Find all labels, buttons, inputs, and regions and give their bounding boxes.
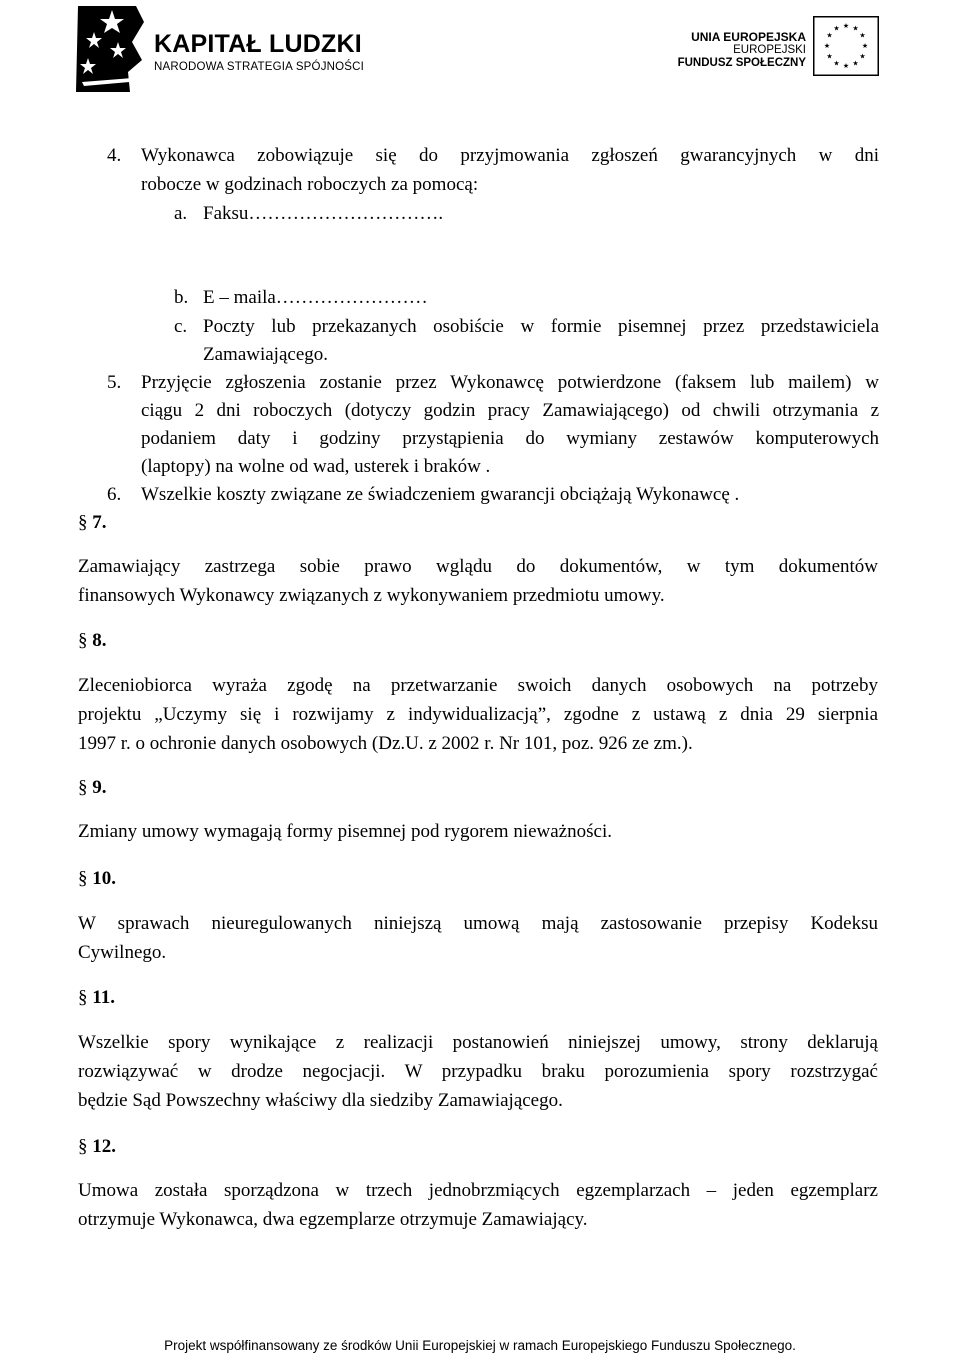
item-5-line1: Przyjęcie zgłoszenia zostanie przez Wykonawcę potwierdzone (faksem lub mailem) w	[141, 372, 879, 393]
item-5-number: 5.	[107, 372, 122, 393]
section-8-line2: projektu „Uczymy się i rozwijamy z indywidualizacją”, zgodne z ustawą z dnia 29 sierpnia	[78, 704, 878, 725]
item-c-line1: Poczty lub przekazanych osobiście w formie pisemnej przez przedstawiciela	[203, 316, 879, 337]
eu-logo-line1: UNIA EUROPEJSKA	[691, 30, 806, 44]
section-11-line1: Wszelkie spory wynikające z realizacji postanowień niniejszej umowy, strony deklarują	[78, 1032, 878, 1053]
section-8-line1: Zleceniobiorca wyraża zgodę na przetwarzanie swoich danych osobowych na potrzeby	[78, 675, 878, 696]
section-12-heading: § 12.	[78, 1136, 116, 1157]
section-12-line2: otrzymuje Wykonawca, dwa egzemplarze otrzymuje Zamawiający.	[78, 1209, 588, 1230]
item-b-text: E – maila……………………	[203, 287, 428, 308]
svg-text:★: ★	[823, 42, 831, 50]
section-8-line3: 1997 r. o ochronie danych osobowych (Dz.U. z 2002 r. Nr 101, poz. 926 ze zm.).	[78, 733, 693, 754]
item-4-number: 4.	[107, 145, 122, 166]
section-11-line3: będzie Sąd Powszechny właściwy dla siedziby Zamawiającego.	[78, 1090, 563, 1111]
svg-text:★: ★	[859, 31, 866, 40]
section-7-heading: § 7.	[78, 512, 107, 533]
section-11-line2: rozwiązywać w drodze negocjacji. W przypadku braku porozumienia spory rozstrzygać	[78, 1061, 878, 1082]
svg-text:★: ★	[826, 31, 833, 40]
item-6-number: 6.	[107, 484, 122, 505]
section-9-heading: § 9.	[78, 777, 107, 798]
footer-note: Projekt współfinansowany ze środków Unii Europejskiej w ramach Europejskiego Funduszu Społecznego.	[164, 1338, 796, 1353]
section-8-heading: § 8.	[78, 630, 107, 651]
item-c-line2: Zamawiającego.	[203, 344, 329, 365]
section-7-line1: Zamawiający zastrzega sobie prawo wglądu do dokumentów, w tym dokumentów	[78, 556, 878, 577]
logo-title: KAPITAŁ LUDZKI	[154, 30, 362, 58]
section-10-line1: W sprawach nieuregulowanych niniejszą umową mają zastosowanie przepisy Kodeksu	[78, 913, 878, 934]
section-10-line2: Cywilnego.	[78, 942, 167, 963]
svg-text:★: ★	[833, 24, 840, 33]
svg-text:★: ★	[852, 59, 859, 68]
section-10-heading: § 10.	[78, 868, 116, 889]
section-11-heading: § 11.	[78, 987, 115, 1008]
svg-text:★: ★	[852, 24, 859, 33]
item-c-label: c.	[174, 316, 188, 337]
svg-text:★: ★	[826, 52, 833, 61]
kapital-ludzki-logo	[72, 2, 372, 94]
section-9-line1: Zmiany umowy wymagają formy pisemnej pod rygorem nieważności.	[78, 821, 612, 842]
item-6-text: Wszelkie koszty związane ze świadczeniem gwarancji obciążają Wykonawcę .	[141, 484, 740, 505]
item-5-line4: (laptopy) na wolne od wad, usterek i braków .	[141, 456, 491, 477]
svg-text:★: ★	[833, 59, 840, 68]
svg-text:★: ★	[861, 42, 869, 50]
svg-text:★: ★	[859, 52, 866, 61]
section-7-line2: finansowych Wykonawcy związanych z wykonywaniem przedmiotu umowy.	[78, 585, 665, 606]
svg-text:★: ★	[842, 22, 850, 30]
kapital-ludzki-emblem-icon	[72, 2, 152, 94]
eu-flag-icon	[813, 16, 879, 76]
item-4-line1: Wykonawca zobowiązuje się do przyjmowania zgłoszeń gwarancyjnych w dni	[141, 145, 879, 166]
item-5-line2: ciągu 2 dni roboczych (dotyczy godzin pracy Zamawiającego) od chwili otrzymania z	[141, 400, 879, 421]
logo-subtitle: NARODOWA STRATEGIA SPÓJNOŚCI	[154, 61, 365, 73]
item-5-line3: podaniem daty i godziny przystąpienia do wymiany zestawów komputerowych	[141, 428, 879, 449]
section-12-line1: Umowa została sporządzona w trzech jednobrzmiących egzemplarzach – jeden egzemplarz	[78, 1180, 878, 1201]
eu-logo	[672, 14, 884, 80]
eu-logo-line2: EUROPEJSKI	[733, 44, 806, 56]
svg-text:★: ★	[842, 62, 850, 70]
item-a-text: Faksu………………………….	[203, 203, 444, 224]
item-b-label: b.	[174, 287, 189, 308]
eu-logo-line3: FUNDUSZ SPOŁECZNY	[677, 57, 806, 69]
item-a-label: a.	[174, 203, 188, 224]
item-4-line2: robocze w godzinach roboczych za pomocą:	[141, 174, 479, 195]
